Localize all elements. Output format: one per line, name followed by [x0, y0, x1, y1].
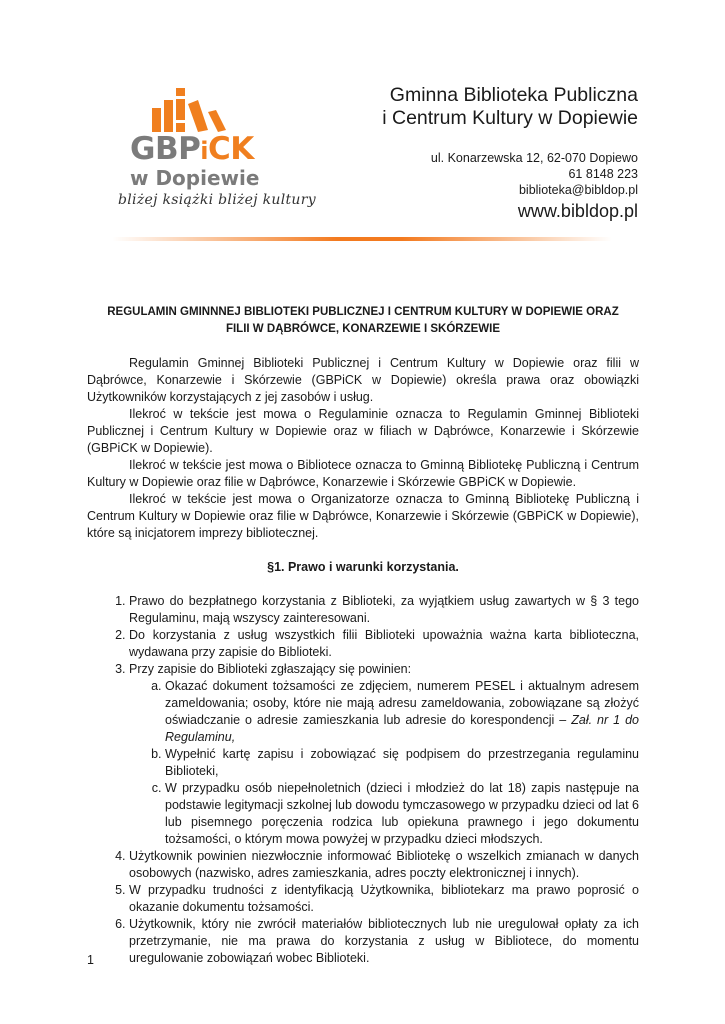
- document-title: [87, 304, 639, 338]
- intro-paragraph: Ilekroć w tekście jest mowa o Bibliotece oznacza to Gminną Bibliotekę Publiczną i Centrum Kultury w Dopiewie oraz filie w Dąbrówce, Konarzewie i Skórzewie GBPiCK w Dopiewie.: [87, 458, 639, 489]
- document-title-line2: FILII W DĄBRÓWCE, KONARZEWIE I SKÓRZEWIE: [225, 323, 501, 335]
- institution-name-line2: i Centrum Kultury w Dopiewie: [382, 107, 638, 129]
- sub-list-item: a. Okazać dokument tożsamości ze zdjęciem, numerem PESEL i aktualnym adresem zameldowania; osoby, które nie mają adresu zameldowania, zobowiązane są złożyć oświadczanie o adresie zamieszkania lub adresie do korespondencji – Zał. nr 1 do Regulaminu,: [165, 678, 639, 746]
- list-item: 2. Do korzystania z usług wszystkich filii Biblioteki upoważnia ważna karta biblioteczna, wydawana przy zapisie do Biblioteki.: [129, 627, 639, 661]
- section-heading: §1. Prawo i warunki korzystania.: [267, 560, 459, 574]
- institution-name-line1: Gminna Biblioteka Publiczna: [389, 84, 638, 106]
- phone: 61 8148 223: [568, 167, 638, 181]
- logo-subtitle: w Dopiewie: [130, 166, 260, 190]
- list-item: 5. W przypadku trudności z identyfikacją Użytkownika, bibliotekarz ma prawo poprosić o okazanie dokumentu tożsamości.: [129, 882, 639, 916]
- sub-list-item: c. W przypadku osób niepełnoletnich (dzieci i młodzież do lat 18) zapis następuje na podstawie legitymacji szkolnej lub dowodu tymczasowego w przypadku dzieci od lat 6 lub pisemnego poręczenia rodzica lub opiekuna prawnego i jego dokumentu tożsamości, o którym mowa powyżej w przypadku dzieci młodszych.: [165, 780, 639, 848]
- page-number: 1: [87, 953, 94, 967]
- address: ul. Konarzewska 12, 62-070 Dopiewo: [430, 151, 638, 165]
- list-item: 3. Przy zapisie do Biblioteki zgłaszający się powinien: a. Okazać dokument tożsamości ze zdjęciem, numerem PESEL i aktualnym adresem zameldowania; osoby, które nie mają adresu zameldowania, zobowiązane są złożyć oświadczanie o adresie zamieszkania lub adresie do korespondencji – Zał. nr 1 do Regulaminu, b. Wypełnić kartę zapisu i zobowiązać się podpisem do przestrzegania regulaminu Biblioteki, c. W przypadku osób niepełnoletnich (dzieci i młodzież do lat 18) zapis następuje na podstawie legitymacji szkolnej lub dowodu tymczasowego w przypadku dzieci od lat 6 lub pisemnego poręczenia rodzica lub opiekuna prawnego i jego dokumentu tożsamości, o którym mowa powyżej w przypadku dzieci młodszych.: [129, 661, 639, 848]
- list-item: 6. Użytkownik, który nie zwrócił materiałów bibliotecznych lub nie uregulował opłaty za ich przetrzymanie, nie ma prawa do korzystania z usług w Bibliotece, do momentu uregulowanie zobowiązań wobec Biblioteki.: [129, 916, 639, 967]
- sub-list-item: b. Wypełnić kartę zapisu i zobowiązać się podpisem do przestrzegania regulaminu Biblioteki,: [165, 746, 639, 780]
- website-link[interactable]: www.bibldop.pl: [517, 201, 638, 221]
- document-title-line1: REGULAMIN GMINNNEJ BIBLIOTEKI PUBLICZNEJ I CENTRUM KULTURY W DOPIEWIE ORAZ: [107, 306, 619, 318]
- intro-section: [87, 355, 639, 542]
- list-item: 4. Użytkownik powinien niezwłocznie informować Bibliotekę o wszelkich zmianach w danych osobowych (nazwisko, adres zamieszkania, adres poczty elektronicznej i innych).: [129, 848, 639, 882]
- contact-block: [298, 150, 638, 198]
- intro-paragraph: Regulamin Gminnej Biblioteki Publicznej i Centrum Kultury w Dopiewie oraz filii w Dąbrówce, Konarzewie i Skórzewie (GBPiCK w Dopiewie) określa prawa oraz obowiązki Użytkowników korzystających z jej zasobów i usług.: [87, 356, 639, 404]
- list-item: 1. Prawo do bezpłatnego korzystania z Biblioteki, za wyjątkiem usług zawartych w § 3 tego Regulaminu, mają wszyscy zainteresowani.: [129, 593, 639, 627]
- logo-wordmark: GBPiCK: [130, 131, 254, 167]
- library-logo: [118, 86, 316, 216]
- intro-paragraph: Ilekroć w tekście jest mowa o Regulaminie oznacza to Regulamin Gminnej Biblioteki Publicznej i Centrum Kultury w Dopiewie oraz w filiach w Dąbrówce, Konarzewie i Skórzewie (GBPiCK w Dopiewie).: [87, 407, 639, 455]
- email-link[interactable]: biblioteka@bibldop.pl: [518, 183, 638, 197]
- intro-paragraph: Ilekroć w tekście jest mowa o Organizatorze oznacza to Gminną Bibliotekę Publiczną i Centrum Kultury w Dopiewie oraz filie w Dąbrówce, Konarzewie i Skórzewie (GBPiCK w Dopiewie), które są inicjatorem imprezy bibliotecznej.: [87, 492, 639, 540]
- logo-tagline: bliżej książki bliżej kultury: [118, 192, 316, 208]
- books-logo-icon: [152, 86, 232, 136]
- sub-list: [129, 678, 639, 848]
- letterhead: [298, 84, 638, 222]
- rules-list: [87, 593, 639, 967]
- header-divider: [112, 237, 612, 241]
- document-body: [87, 304, 639, 967]
